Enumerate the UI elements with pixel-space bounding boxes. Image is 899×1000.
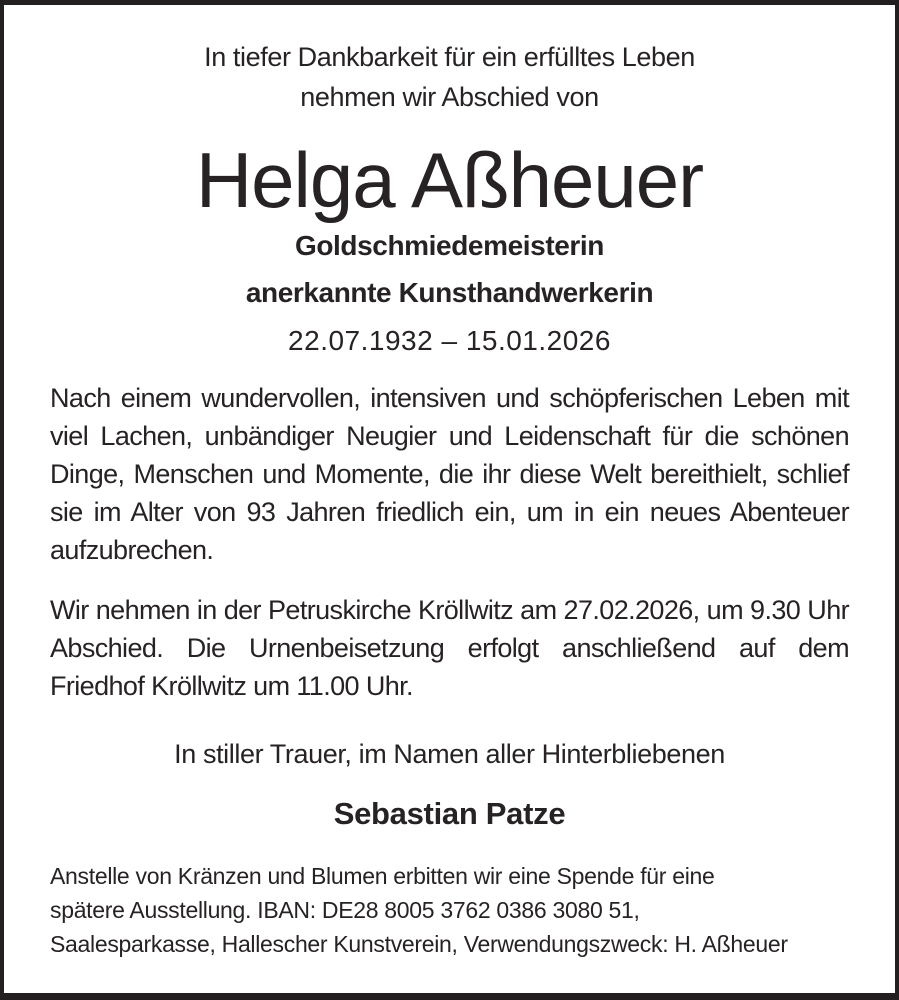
intro-line-1: In tiefer Dankbarkeit für ein erfülltes Leben bbox=[204, 42, 695, 72]
donation-line-3: Saalesparkasse, Hallescher Kunstverein, Verwendungszweck: H. Aßheuer bbox=[50, 931, 788, 957]
mourning-line: In stiller Trauer, im Namen aller Hinterbliebenen bbox=[174, 739, 725, 769]
honorary-title: anerkannte Kunsthandwerkerin bbox=[245, 277, 654, 308]
donation-line-1: Anstelle von Kränzen und Blumen erbitten wir eine Spende für eine bbox=[50, 863, 715, 889]
donation-line-2: spätere Ausstellung. IBAN: DE28 8005 3762 0386 3080 51, bbox=[50, 897, 640, 923]
obituary-paragraph: Nach einem wundervollen, intensiven und schöpferischen Leben mit viel Lachen, unbändiger Neugier und Leidenschaft für die schönen Dinge, Menschen und Momente, die ihr diese Welt bereithielt, schlief sie im Alter von 93 Jahren friedlich ein, um in ein neues Abenteuer aufzubrechen. bbox=[50, 383, 849, 565]
deceased-name: Helga Aßheuer bbox=[195, 136, 704, 224]
donation-note bbox=[50, 859, 849, 961]
profession-title: Goldschmiedemeisterin bbox=[294, 230, 605, 261]
intro-line-2: nehmen wir Abschied von bbox=[300, 82, 599, 112]
life-dates: 22.07.1932 – 15.01.2026 bbox=[288, 325, 611, 356]
mourner-name: Sebastian Patze bbox=[333, 796, 566, 831]
service-details-paragraph: Wir nehmen in der Petruskirche Kröllwitz am 27.02.2026, um 9.30 Uhr Abschied. Die Urnenbeisetzung erfolgt anschließend auf dem Friedhof Kröllwitz um 11.00 Uhr. bbox=[50, 595, 849, 701]
intro-block bbox=[50, 37, 849, 117]
